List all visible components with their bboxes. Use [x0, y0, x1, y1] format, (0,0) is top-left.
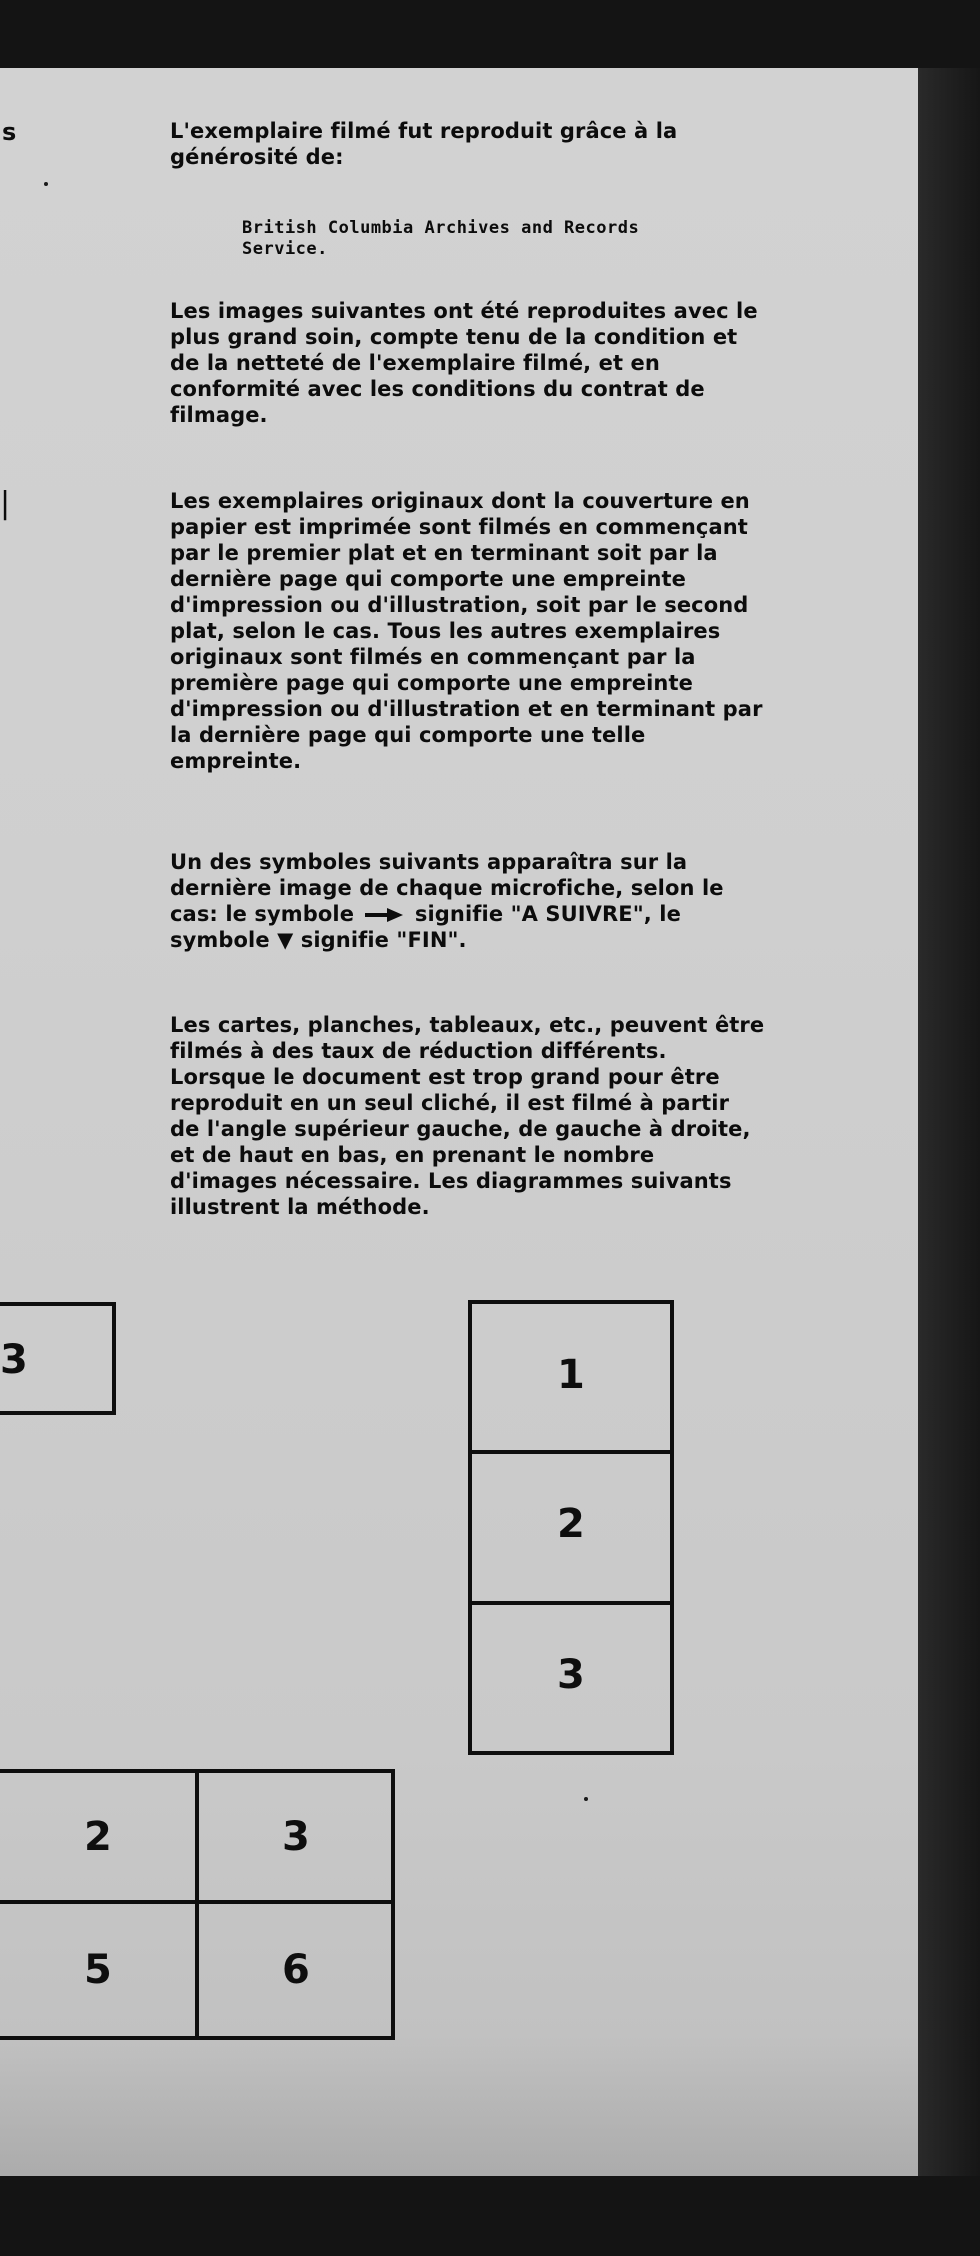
paragraph-line: Lorsque le document est trop grand pour être [170, 1065, 720, 1089]
acknowledgement-line-2: générosité de: [170, 145, 344, 169]
paragraph-filming-conditions [170, 298, 758, 428]
paragraph-line: plat, selon le cas. Tous les autres exemplaires [170, 619, 721, 643]
acknowledgement-line-1: L'exemplaire filmé fut reproduit grâce à la [170, 119, 678, 143]
paragraph-line: filmés à des taux de réduction différents. [170, 1039, 667, 1063]
institution-name [242, 218, 639, 260]
symbol-text-before: cas: le symbole [170, 902, 355, 926]
institution-line-1: British Columbia Archives and Records [242, 218, 640, 238]
paragraph-line: d'impression ou d'illustration, soit par le second [170, 593, 749, 617]
paragraph-line: reproduit en un seul cliché, il est filmé à partir [170, 1091, 730, 1115]
paragraph-line: de la netteté de l'exemplaire filmé, et en [170, 351, 660, 375]
paragraph-line: empreinte. [170, 749, 302, 773]
paragraph-line: papier est imprimée sont filmés en commençant [170, 515, 748, 539]
diagram-number: 2 [557, 1501, 585, 1547]
paragraph-line [170, 927, 724, 953]
paragraph-line: conformité avec les conditions du contrat de [170, 377, 705, 401]
paragraph-line: Un des symboles suivants apparaîtra sur la [170, 850, 688, 874]
speck [584, 1797, 588, 1801]
symbol-text-after: signifie "FIN". [300, 928, 467, 952]
paragraph-line [170, 901, 724, 927]
paragraph-original-copies [170, 488, 763, 774]
arrow-right-icon [365, 908, 403, 922]
paragraph-maps-plates [170, 1012, 764, 1220]
left-fragment-letter: s [2, 118, 17, 146]
paragraph-line: illustrent la méthode. [170, 1195, 430, 1219]
diagram-number: 1 [557, 1352, 585, 1398]
paragraph-line: de l'angle supérieur gauche, de gauche à droite, [170, 1117, 751, 1141]
paragraph-line: et de haut en bas, en prenant le nombre [170, 1143, 655, 1167]
diagram-number: 6 [282, 1947, 310, 1993]
left-fragment-bracket: | [0, 486, 11, 521]
paragraph-symbols [170, 849, 724, 953]
paragraph-line: par le premier plat et en terminant soit par la [170, 541, 718, 565]
diagram-number: 3 [0, 1337, 28, 1383]
diagram-number: 3 [557, 1652, 585, 1698]
paragraph-line: la dernière page qui comporte une telle [170, 723, 646, 747]
institution-line-2: Service. [242, 239, 328, 259]
paragraph-line: Les cartes, planches, tableaux, etc., peuvent être [170, 1013, 765, 1037]
symbol-text-after: signifie "A SUIVRE", le [414, 902, 681, 926]
paragraph-line: dernière page qui comporte une empreinte [170, 567, 687, 591]
paragraph-line: Les exemplaires originaux dont la couverture en [170, 489, 750, 513]
paragraph-line: plus grand soin, compte tenu de la condition et [170, 325, 738, 349]
symbol-text-before: symbole [170, 928, 270, 952]
paragraph-line: d'images nécessaire. Les diagrammes suivants [170, 1169, 732, 1193]
paragraph-line: Les images suivantes ont été reproduites avec le [170, 299, 758, 323]
paragraph-line: d'impression ou d'illustration et en terminant par [170, 697, 763, 721]
triangle-down-icon: ▼ [277, 928, 294, 952]
paragraph-line: première page qui comporte une empreinte [170, 671, 693, 695]
speck [44, 182, 48, 186]
diagram-number: 2 [84, 1814, 112, 1860]
diagram-number: 5 [84, 1947, 112, 1993]
vertical-diagram-divider [468, 1450, 674, 1454]
paragraph-line: originaux sont filmés en commençant par la [170, 645, 696, 669]
paragraph-line: filmage. [170, 403, 268, 427]
scan-edge-shadow [918, 68, 980, 2176]
paragraph-line: dernière image de chaque microfiche, selon le [170, 876, 724, 900]
grid-diagram-divider [195, 1769, 199, 2040]
vertical-diagram-divider [468, 1601, 674, 1605]
acknowledgement-header [170, 118, 677, 170]
diagram-number: 3 [282, 1814, 310, 1860]
